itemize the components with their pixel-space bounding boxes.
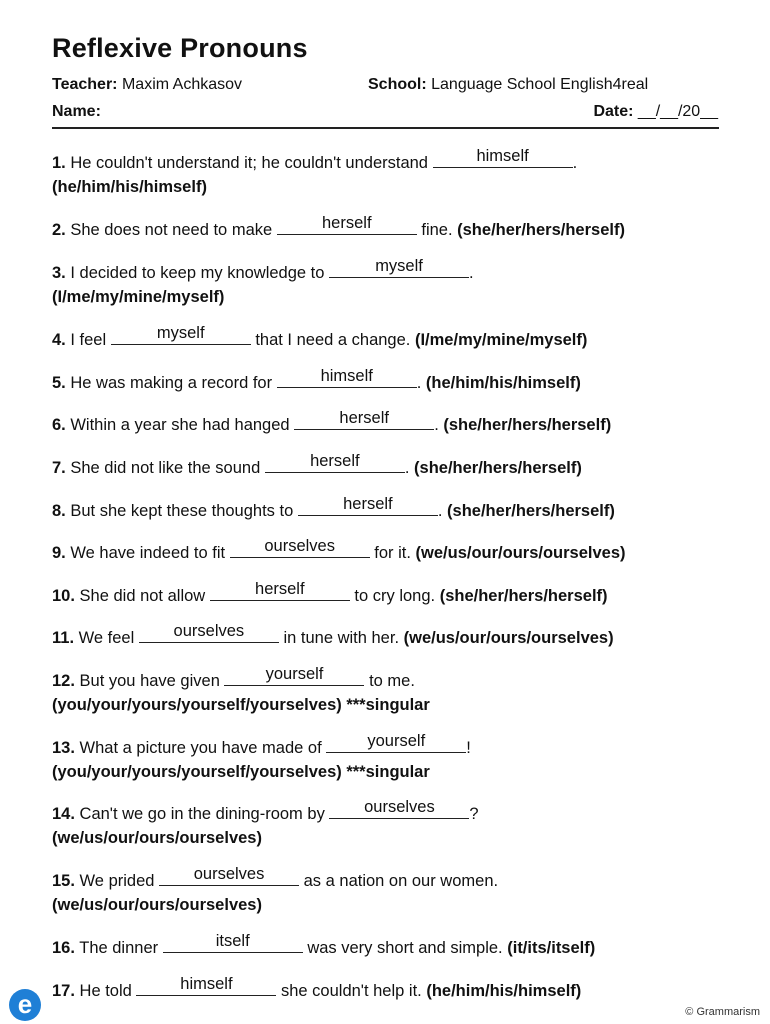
- question-hint: (she/her/hers/herself): [457, 221, 625, 239]
- question-hint: (she/her/hers/herself): [447, 502, 615, 520]
- answer-text: herself: [322, 214, 372, 232]
- teacher-line: [52, 76, 242, 94]
- question-text-after: to cry long.: [354, 587, 436, 605]
- header-divider: [52, 127, 719, 129]
- answer-text: itself: [215, 932, 250, 950]
- answer-blank[interactable]: [159, 867, 299, 886]
- question-hint: (you/your/yours/yourself/yourselves) ***singular: [52, 763, 430, 781]
- question-text-before: He told: [79, 982, 132, 1000]
- question-hint: (she/her/hers/herself): [414, 459, 582, 477]
- question-text-before: He couldn't understand it; he couldn't understand: [70, 154, 428, 172]
- question-item: [52, 582, 722, 608]
- question-hint: (he/him/his/himself): [425, 374, 581, 392]
- question-number: 14.: [52, 805, 75, 823]
- answer-blank[interactable]: [433, 149, 573, 168]
- question-hint: (it/its/itself): [507, 939, 596, 957]
- answer-text: yourself: [367, 732, 426, 750]
- question-text-after: was very short and simple.: [307, 939, 503, 957]
- question-hint: (you/your/yours/yourself/yourselves) ***singular: [52, 696, 430, 714]
- question-hint: (I/me/my/mine/myself): [414, 331, 588, 349]
- question-text-before: She does not need to make: [70, 221, 273, 239]
- answer-blank[interactable]: [230, 539, 370, 558]
- school-line: [368, 76, 648, 94]
- question-text-before: We feel: [78, 629, 135, 647]
- question-number: 11.: [52, 629, 75, 647]
- answer-text: yourself: [265, 665, 324, 683]
- question-text-after: .: [572, 154, 578, 172]
- date-value: __/__/20__: [637, 103, 718, 120]
- answer-text: himself: [476, 147, 529, 165]
- question-text-before: We have indeed to fit: [70, 544, 226, 562]
- answer-text: herself: [343, 495, 393, 513]
- name-label: Name:: [52, 103, 101, 120]
- answer-blank[interactable]: [329, 259, 469, 278]
- answer-text: ourselves: [264, 537, 335, 555]
- question-text-before: He was making a record for: [70, 374, 273, 392]
- question-number: 17.: [52, 982, 75, 1000]
- question-text-after: as a nation on our women.: [303, 872, 499, 890]
- teacher-label: Teacher:: [52, 76, 118, 93]
- question-text-before: Within a year she had hanged: [70, 416, 290, 434]
- answer-blank[interactable]: [326, 734, 466, 753]
- teacher-name: Maxim Achkasov: [121, 76, 243, 93]
- school-name: Language School English4real: [431, 76, 649, 93]
- question-hint: (I/me/my/mine/myself): [52, 288, 225, 306]
- answer-text: herself: [310, 452, 360, 470]
- answer-text: ourselves: [193, 865, 265, 883]
- question-number: 6.: [52, 416, 66, 434]
- question-text-after: to me.: [369, 672, 415, 690]
- answer-text: herself: [339, 409, 389, 427]
- question-text-after: .: [416, 374, 422, 392]
- question-number: 9.: [52, 544, 66, 562]
- answer-text: ourselves: [364, 798, 435, 816]
- date-line: [593, 103, 718, 121]
- answer-text: herself: [255, 580, 305, 598]
- answer-text: himself: [180, 975, 233, 993]
- question-item: [52, 667, 722, 717]
- question-item: [52, 259, 722, 309]
- question-hint: (he/him/his/himself): [52, 178, 207, 196]
- question-item: [52, 216, 722, 242]
- question-item: [52, 734, 722, 784]
- question-text-after: she couldn't help it.: [281, 982, 422, 1000]
- question-item: [52, 497, 722, 523]
- answer-blank[interactable]: [210, 582, 350, 601]
- answer-blank[interactable]: [111, 326, 251, 345]
- question-number: 7.: [52, 459, 66, 477]
- answer-blank[interactable]: [294, 411, 434, 430]
- question-item: [52, 539, 722, 565]
- answer-text: himself: [320, 367, 373, 385]
- question-number: 8.: [52, 502, 66, 520]
- answer-blank[interactable]: [139, 624, 279, 643]
- question-item: [52, 977, 722, 1003]
- question-text-after: !: [466, 739, 471, 757]
- question-text-before: She did not allow: [79, 587, 206, 605]
- question-number: 10.: [52, 587, 75, 605]
- question-text-before: She did not like the sound: [70, 459, 261, 477]
- question-item: [52, 326, 722, 352]
- copyright: © Grammarism: [685, 1006, 760, 1018]
- question-text-before: But you have given: [79, 672, 220, 690]
- question-hint: (she/her/hers/herself): [439, 587, 608, 605]
- answer-blank[interactable]: [329, 800, 469, 819]
- question-number: 3.: [52, 264, 66, 282]
- question-hint: (we/us/our/ours/ourselves): [403, 629, 614, 647]
- question-text-after: .: [469, 264, 474, 282]
- answer-blank[interactable]: [298, 497, 438, 516]
- question-item: [52, 867, 722, 917]
- question-hint: (we/us/our/ours/ourselves): [415, 544, 626, 562]
- question-text-before: Can't we go in the dining-room by: [79, 805, 325, 823]
- question-text-before: I decided to keep my knowledge to: [70, 264, 325, 282]
- question-text-after: fine.: [421, 221, 453, 239]
- question-text-after: ?: [469, 805, 479, 823]
- answer-blank[interactable]: [163, 934, 303, 953]
- question-item: [52, 624, 722, 650]
- name-line: [52, 103, 101, 121]
- page-title: Reflexive Pronouns: [52, 33, 308, 63]
- answer-text: ourselves: [173, 622, 245, 640]
- question-hint: (she/her/hers/herself): [443, 416, 612, 434]
- question-text-before: But she kept these thoughts to: [70, 502, 294, 520]
- school-label: School:: [368, 76, 427, 93]
- answer-blank[interactable]: [224, 667, 364, 686]
- question-number: 12.: [52, 672, 75, 690]
- date-label: Date:: [593, 103, 634, 120]
- question-hint: (we/us/our/ours/ourselves): [52, 896, 262, 914]
- answer-text: myself: [156, 324, 205, 342]
- question-text-after: for it.: [374, 544, 411, 562]
- question-number: 5.: [52, 374, 66, 392]
- question-item: [52, 411, 722, 437]
- question-text-after: that I need a change.: [255, 331, 411, 349]
- answer-blank[interactable]: [277, 369, 417, 388]
- question-item: [52, 369, 722, 395]
- question-item: [52, 934, 722, 960]
- question-number: 13.: [52, 739, 75, 757]
- question-hint: (we/us/our/ours/ourselves): [52, 829, 262, 847]
- question-number: 4.: [52, 331, 66, 349]
- question-hint: (he/him/his/himself): [426, 982, 582, 1000]
- question-text-after: in tune with her.: [283, 629, 400, 647]
- question-text-before: The dinner: [79, 939, 159, 957]
- question-text-after: .: [434, 416, 439, 434]
- question-text-before: We prided: [79, 872, 155, 890]
- question-item: [52, 454, 722, 480]
- grammarism-logo-icon: e: [9, 989, 41, 1021]
- question-item: [52, 800, 722, 850]
- question-number: 16.: [52, 939, 75, 957]
- question-text-after: .: [404, 459, 410, 477]
- question-text-before: What a picture you have made of: [79, 739, 322, 757]
- question-number: 2.: [52, 221, 66, 239]
- answer-text: myself: [375, 257, 423, 275]
- question-text-before: I feel: [70, 331, 107, 349]
- answer-blank[interactable]: [277, 216, 417, 235]
- answer-blank[interactable]: [136, 977, 276, 996]
- question-number: 1.: [52, 154, 66, 172]
- question-number: 15.: [52, 872, 75, 890]
- question-item: [52, 149, 722, 199]
- answer-blank[interactable]: [265, 454, 405, 473]
- question-text-after: .: [437, 502, 443, 520]
